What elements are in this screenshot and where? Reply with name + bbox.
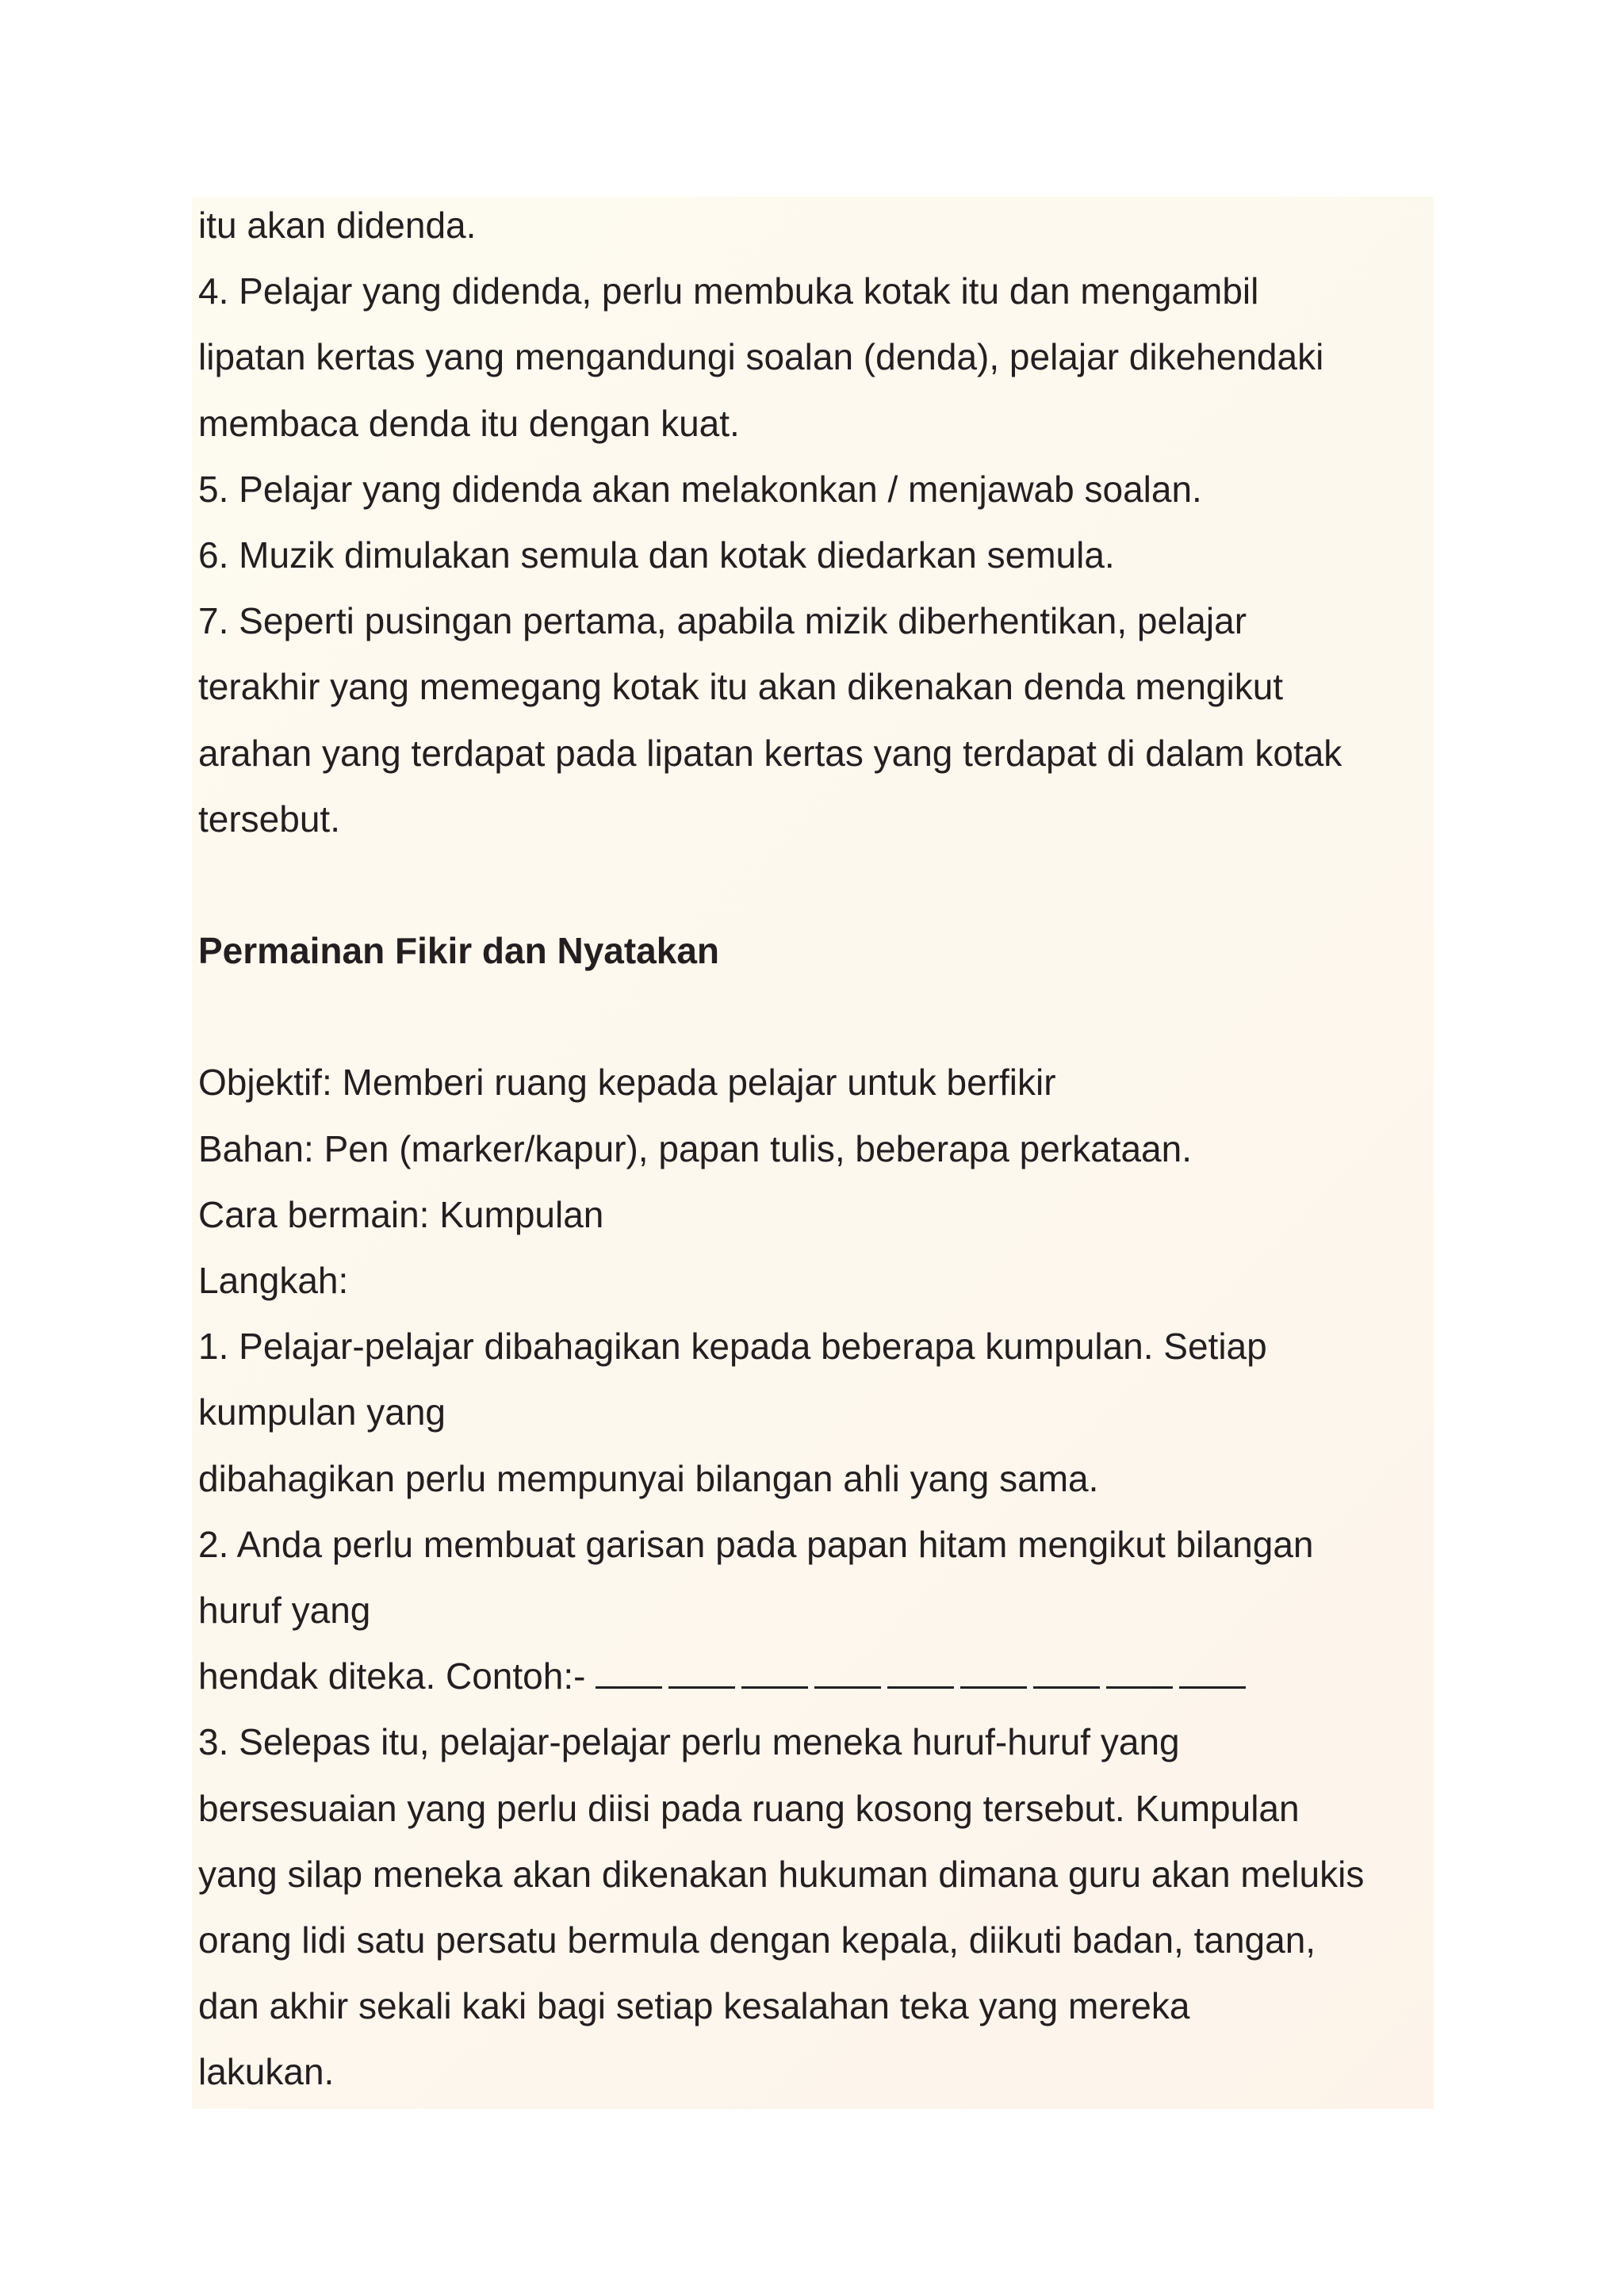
text-line: 5. Pelajar yang didenda akan melakonkan / menjawab soalan.: [198, 468, 1202, 510]
text-line: orang lidi satu persatu bermula dengan kepala, diikuti badan, tangan,: [198, 1919, 1316, 1961]
text-line: Cara bermain: Kumpulan: [198, 1193, 604, 1235]
document-body: [198, 193, 1435, 2105]
section-game-instructions: [198, 1050, 1435, 2105]
text-line: lipatan kertas yang mengandungi soalan (denda), pelajar dikehendaki: [198, 336, 1324, 378]
text-line: 3. Selepas itu, pelajar-pelajar perlu meneka huruf-huruf yang: [198, 1721, 1180, 1763]
text-line: Bahan: Pen (marker/kapur), papan tulis, beberapa perkataan.: [198, 1127, 1192, 1169]
text-line: 1. Pelajar-pelajar dibahagikan kepada beberapa kumpulan. Setiap: [198, 1326, 1267, 1368]
text-line: bersesuaian yang perlu diisi pada ruang kosong tersebut. Kumpulan: [198, 1787, 1300, 1829]
example-blank-slot: [887, 1661, 954, 1689]
example-blank-slot: [814, 1661, 881, 1689]
text-line: tersebut.: [198, 798, 340, 840]
text-line: itu akan didenda.: [198, 205, 477, 246]
example-blanks: [596, 1644, 1252, 1709]
text-line: kumpulan yang: [198, 1391, 446, 1433]
text-line: lakukan.: [198, 2051, 335, 2093]
text-line: dibahagikan perlu mempunyai bilangan ahli yang sama.: [198, 1457, 1099, 1499]
example-blank-slot: [668, 1661, 735, 1689]
text-line: 4. Pelajar yang didenda, perlu membuka kotak itu dan mengambil: [198, 270, 1259, 312]
text-line: dan akhir sekali kaki bagi setiap kesalahan teka yang mereka: [198, 1985, 1190, 2027]
example-blank-slot: [741, 1661, 808, 1689]
section-heading: Permainan Fikir dan Nyatakan: [198, 930, 720, 972]
spacer: [198, 984, 1435, 1050]
spacer: [198, 852, 1435, 918]
example-label: hendak diteka. Contoh:-: [198, 1655, 586, 1697]
text-line: yang silap meneka akan dikenakan hukuman dimana guru akan melukis: [198, 1853, 1365, 1895]
example-blank-slot: [1106, 1661, 1173, 1689]
text-line: Objektif: Memberi ruang kepada pelajar untuk berfikir: [198, 1062, 1056, 1104]
example-blank-slot: [960, 1661, 1027, 1689]
text-line: 2. Anda perlu membuat garisan pada papan hitam mengikut bilangan: [198, 1523, 1314, 1565]
text-line: membaca denda itu dengan kuat.: [198, 402, 740, 444]
example-line: [198, 1644, 1435, 1709]
example-blank-slot: [1179, 1661, 1246, 1689]
text-line: arahan yang terdapat pada lipatan kertas yang terdapat di dalam kotak: [198, 732, 1342, 774]
text-line: 7. Seperti pusingan pertama, apabila mizik diberhentikan, pelajar: [198, 600, 1247, 642]
text-line: 6. Muzik dimulakan semula dan kotak diedarkan semula.: [198, 534, 1115, 576]
text-line: terakhir yang memegang kotak itu akan dikenakan denda mengikut: [198, 666, 1284, 708]
section-continuation: [198, 193, 1435, 852]
example-blank-slot: [1033, 1661, 1100, 1689]
text-line: huruf yang: [198, 1589, 371, 1631]
example-blank-slot: [596, 1661, 662, 1689]
text-line: Langkah:: [198, 1260, 349, 1301]
